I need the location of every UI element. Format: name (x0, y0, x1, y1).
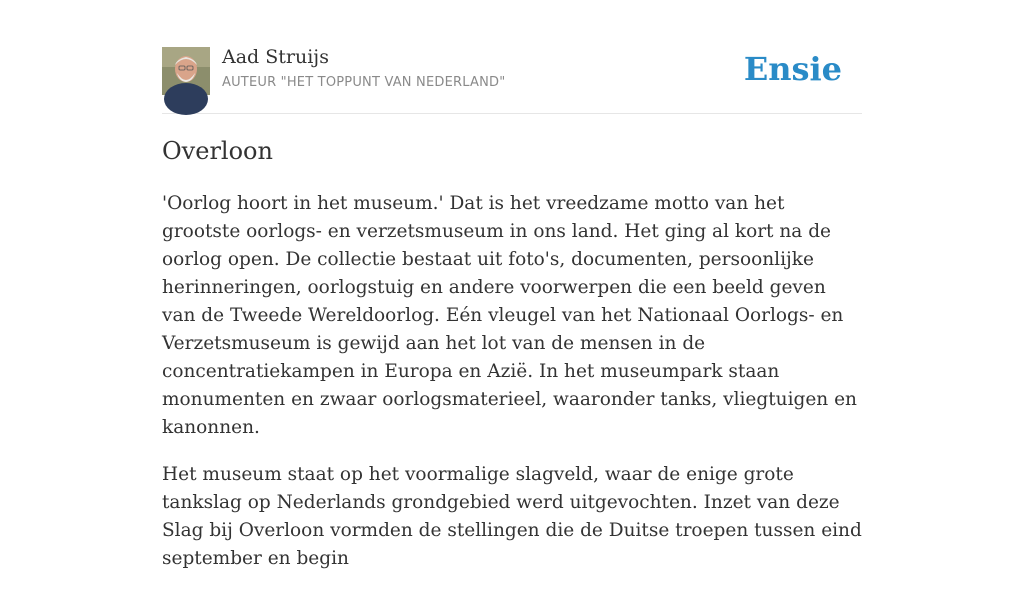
author-header (162, 0, 862, 114)
article-title: Overloon (162, 137, 273, 165)
article-paragraph: 'Oorlog hoort in het museum.' Dat is het vreedzame motto van het grootste oorlogs- en verzetsmuseum in ons land. Het ging al kort na de oorlog open. De collectie bestaat uit foto's, documenten, persoonlijke herinneringen, oorlogstuig en andere voorwerpen die een beeld geven van de Tweede Wereldoorlog. Eén vleugel van het Nationaal Oorlogs- en Verzetsmuseum is gewijd aan het lot van de mensen in de concentratiekampen in Europa en Azië. In het museumpark staan monumenten en zwaar oorlogsmaterieel, waaronder tanks, vliegtuigen en kanonnen. (162, 193, 857, 438)
article-body (162, 190, 862, 592)
ensie-logo[interactable]: Ensie (743, 50, 842, 88)
article-paragraph: Het museum staat op het voormalige slagveld, waar de enige grote tankslag op Nederlands grondgebied werd uitgevochten. Inzet van deze Slag bij Overloon vormden de stellingen die de Duitse troepen tussen eind september en begin (162, 464, 862, 569)
content-column (162, 0, 862, 569)
author-avatar[interactable] (162, 47, 210, 95)
author-name[interactable]: Aad Struijs (222, 46, 329, 68)
author-subtitle: AUTEUR "HET TOPPUNT VAN NEDERLAND" (222, 75, 506, 90)
